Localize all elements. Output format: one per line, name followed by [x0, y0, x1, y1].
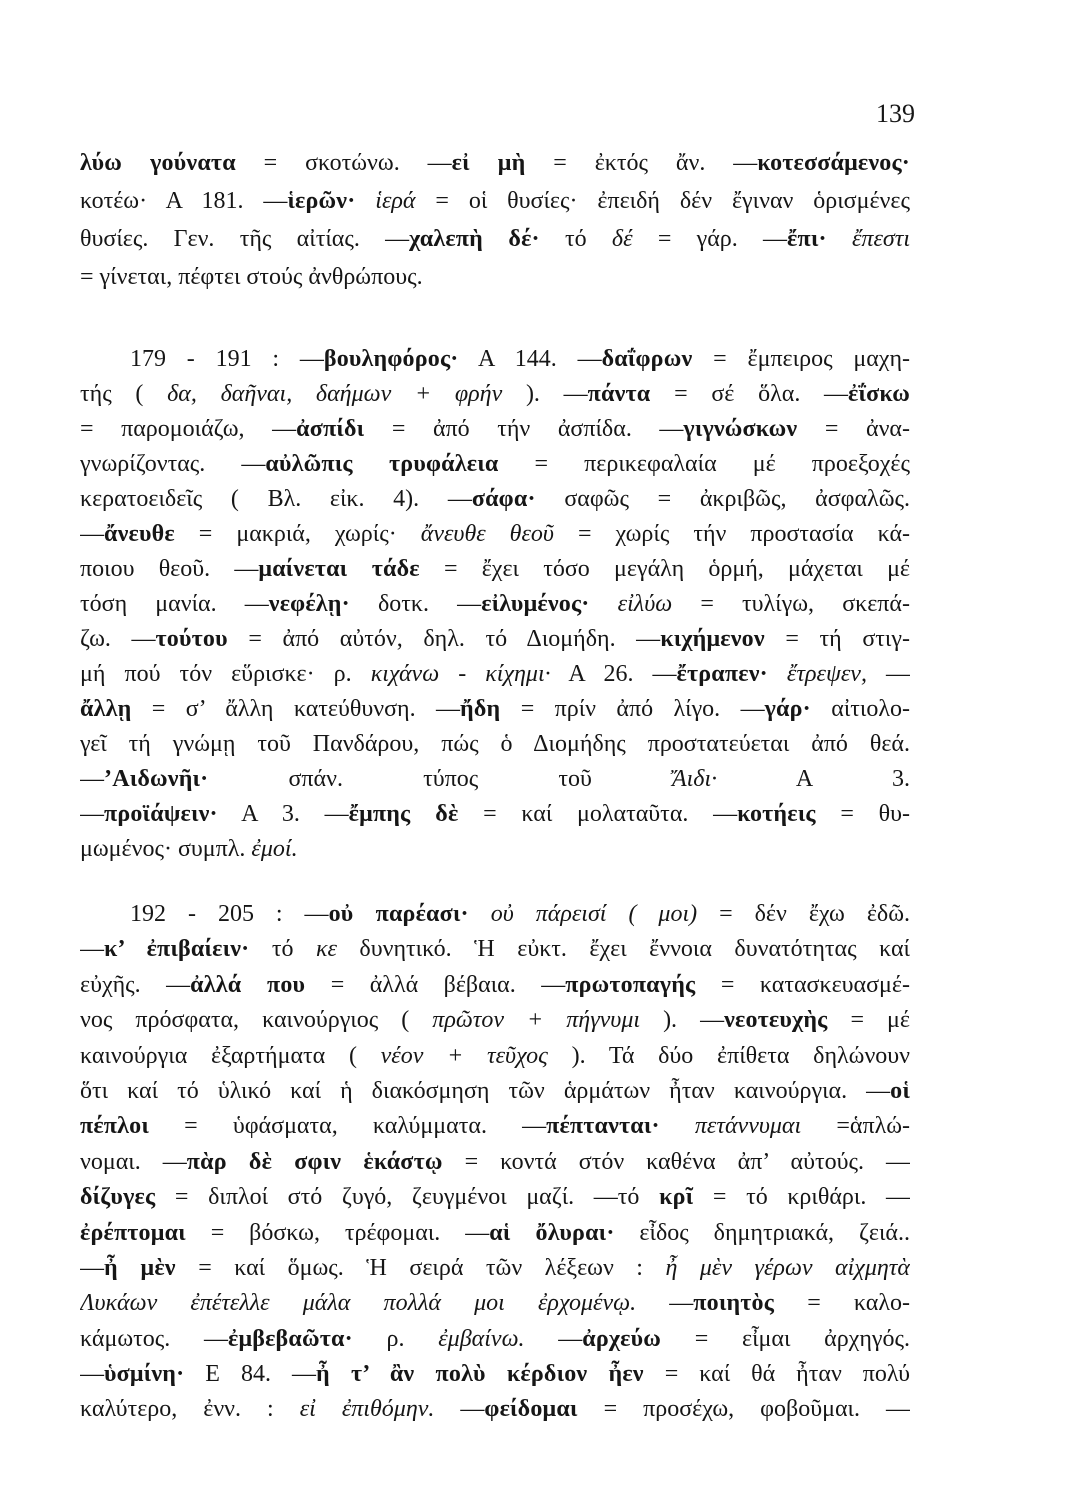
lemma-term: πέπτανται·: [546, 1113, 660, 1140]
gloss-text: γεῖ τή γνώμῃ τοῦ Πανδάρου, πώς ὁ Διομήδης προστατεύεται ἀπό θεά.: [80, 731, 910, 757]
lemma-term: ἤδη: [459, 696, 501, 722]
text-line: [80, 762, 910, 797]
gloss-text: Α 26. —: [550, 661, 677, 687]
paragraph: [80, 144, 910, 296]
text-line: [80, 144, 910, 182]
lemma-term: αὐλῶπις τρυφάλεια: [265, 451, 499, 477]
gloss-text: = τή στιγ-: [764, 626, 910, 652]
greek-citation: ἔτρεψεν,: [786, 661, 867, 687]
lemma-term: ἄνευθε: [104, 521, 175, 547]
gloss-text: Α 3. —: [217, 801, 349, 827]
lemma-term: γιγνώσκων: [683, 416, 798, 442]
text-line: [80, 1109, 910, 1144]
text-line: [80, 1180, 910, 1215]
gloss-text: = ὑφάσματα, καλύμματα. —: [148, 1113, 547, 1140]
gloss-text: = γίνεται, πέφτει στούς ἀνθρώπους.: [80, 264, 423, 290]
lemma-term: ἔπι·: [787, 226, 827, 252]
greek-citation: ἐμβαίνω.: [438, 1325, 525, 1352]
gloss-text: ). —: [502, 381, 588, 407]
lemma-term: ἀλλά που: [190, 971, 306, 998]
greek-citation: δέ: [611, 226, 633, 252]
greek-citation: ἐμοί.: [251, 836, 298, 862]
gloss-text: = ἔμπειρος μαχη-: [692, 346, 910, 372]
gloss-text: καινούργια ἐξαρτήματα (: [80, 1042, 381, 1069]
gloss-text: = κατασκευασμέ-: [695, 971, 910, 998]
gloss-text: = κοντά στόν καθένα ἀπ’ αὐτούς. —: [442, 1148, 910, 1175]
gloss-text: —: [434, 1396, 485, 1423]
lemma-term: ἄλλῃ: [80, 696, 132, 722]
text-line: [80, 258, 910, 296]
text-line: [80, 657, 910, 692]
text-line: [80, 968, 910, 1003]
lemma-term: κοτεσσάμενος·: [757, 150, 910, 176]
gloss-text: τό: [539, 226, 612, 252]
gloss-text: νομαι. —: [80, 1148, 187, 1175]
lemma-term: εἰλυμένος·: [481, 591, 590, 617]
text-line: [80, 377, 910, 412]
gloss-text: ζω. —: [80, 626, 156, 652]
greek-citation: πρῶτον + πήγνυμι: [432, 1007, 641, 1034]
greek-citation: ἱερά: [375, 188, 416, 214]
lemma-term: προϊάψειν·: [104, 801, 218, 827]
lemma-term: εἰ μὴ: [451, 150, 526, 176]
paragraph: [80, 897, 910, 1428]
text-line: [80, 692, 910, 727]
gloss-text: 192 - 205 : —: [130, 901, 329, 927]
gloss-text: = θυ-: [815, 801, 910, 827]
lemma-term: ὑσμίνη·: [104, 1361, 185, 1388]
text-line: [80, 1145, 910, 1180]
lemma-term: ποιητὸς: [693, 1290, 775, 1317]
gloss-text: —: [80, 936, 104, 963]
page-number: 139: [876, 99, 915, 128]
gloss-text: = πρίν ἀπό λίγο. —: [500, 696, 765, 722]
gloss-text: = γάρ. —: [632, 226, 788, 252]
greek-citation: κε: [315, 936, 337, 963]
gloss-text: =ἁπλώ-: [801, 1113, 910, 1140]
gloss-text: = χωρίς τήν προστασία κά-: [553, 521, 910, 547]
gloss-text: = μέ: [827, 1007, 910, 1034]
gloss-text: = καί θά ἦταν πολύ: [643, 1361, 910, 1388]
greek-citation: οὐ πάρεισί ( μοι): [490, 901, 698, 927]
gloss-text: κοτέω· Α 181. —: [80, 188, 288, 214]
gloss-text: νος πρόσφατα, καινούργιος (: [80, 1007, 433, 1034]
gloss-text: = ἐκτός ἄν. —: [525, 150, 758, 176]
text-line: [80, 517, 910, 552]
gloss-text: = εἶμαι ἀρχηγός.: [661, 1325, 910, 1352]
gloss-text: ). Τά δύο ἐπίθετα δηλώνουν: [547, 1042, 910, 1069]
gloss-text: τής (: [80, 381, 168, 407]
text-line: [80, 552, 910, 587]
lemma-term: πάντα: [587, 381, 651, 407]
greek-citation: Ἄιδι·: [671, 766, 718, 792]
text-line: [80, 1392, 910, 1427]
gloss-text: [590, 591, 618, 617]
lemma-term: γάρ·: [764, 696, 811, 722]
gloss-text: [768, 661, 787, 687]
greek-citation: εἰλύω: [617, 591, 673, 617]
gloss-text: ρ.: [352, 1325, 439, 1352]
text-line: [80, 220, 910, 258]
lemma-term: οἱ: [890, 1077, 910, 1104]
lemma-term: ἱερῶν·: [287, 188, 356, 214]
gloss-text: = ἀπό αὐτόν, δηλ. τό Διομήδη. —: [227, 626, 661, 652]
lemma-term: νεοτευχὴς: [724, 1007, 828, 1034]
gloss-text: σπάν. τύπος τοῦ: [208, 766, 672, 792]
text-line: [80, 342, 910, 377]
lemma-term: ἐμβεβαῶτα·: [227, 1325, 353, 1352]
gloss-text: σαφῶς = ἀκριβῶς, ἀσφαλῶς.: [535, 486, 910, 512]
lemma-term: σάφα·: [471, 486, 536, 512]
gloss-text: = προσέχω, φοβοῦμαι. —: [577, 1396, 910, 1423]
gloss-text: = σέ ὅλα. —: [650, 381, 849, 407]
gloss-text: γνωρίζοντας. —: [80, 451, 266, 477]
gloss-text: —: [80, 766, 104, 792]
text-line: [80, 932, 910, 967]
greek-citation: ἄνευθε θεοῦ: [420, 521, 554, 547]
gloss-text: τό: [249, 936, 316, 963]
lemma-term: ἐρέπτομαι: [80, 1219, 186, 1246]
greek-citation: ἔπεστι: [851, 226, 910, 252]
text-line: [80, 1251, 910, 1286]
gloss-text: [660, 1113, 695, 1139]
lemma-term: ’Αιδωνῆι·: [104, 766, 209, 792]
gloss-text: —: [80, 1254, 104, 1281]
gloss-text: [469, 901, 491, 927]
text-line: [80, 1039, 910, 1074]
gloss-text: = δέν ἔχω ἐδῶ.: [697, 901, 910, 927]
text-line: [80, 832, 910, 867]
gloss-text: —: [80, 521, 104, 547]
lemma-term: δαΐφρων: [601, 346, 693, 372]
lemma-term: νεφέλῃ·: [268, 591, 350, 617]
lemma-term: κρῖ: [659, 1184, 694, 1211]
text-line: [80, 447, 910, 482]
text-line: [80, 182, 910, 220]
text-line: [80, 1286, 910, 1321]
gloss-text: = ἀπό τήν ἀσπίδα. —: [364, 416, 684, 442]
gloss-text: δοτκ. —: [349, 591, 482, 617]
lemma-term: κ’ ἐπιβαίειν·: [104, 936, 250, 963]
text-line: [80, 622, 910, 657]
gloss-text: = ἔχει τόσο μεγάλη ὁρμή, μάχεται μέ: [419, 556, 910, 582]
text-line: [80, 1074, 910, 1109]
lemma-term: οὐ παρέασι·: [328, 901, 469, 927]
lemma-term: ἦ μὲν: [104, 1254, 176, 1281]
lemma-term: πρωτοπαγής: [565, 971, 696, 998]
lemma-term: ἀρχεύω: [582, 1325, 662, 1352]
gloss-text: = καί μολαταῦτα. —: [458, 801, 738, 827]
lemma-term: ἔτραπεν·: [676, 661, 768, 687]
text-line: [80, 797, 910, 832]
gloss-text: = σ’ ἄλλη κατεύθυνση. —: [131, 696, 460, 722]
gloss-text: = καλο-: [774, 1290, 910, 1317]
gloss-text: [827, 226, 852, 252]
gloss-text: —: [636, 1290, 694, 1317]
gloss-text: = ἀνα-: [797, 416, 910, 442]
gloss-text: = τό κριθάρι. —: [693, 1184, 910, 1211]
gloss-text: = παρομοιάζω, —: [80, 416, 297, 442]
text-line: [80, 587, 910, 622]
text-line: [80, 1357, 910, 1392]
lemma-term: ἔμπης δὲ: [348, 801, 459, 827]
lemma-term: ἀσπίδι: [296, 416, 365, 442]
lemma-term: αἱ ὄλυραι·: [489, 1219, 615, 1246]
gloss-text: καλύτερο, ἐνν. :: [80, 1396, 300, 1423]
gloss-text: = διπλοί στό ζυγό, ζευγμένοι μαζί. —τό: [155, 1184, 660, 1211]
lemma-term: τούτου: [155, 626, 228, 652]
greek-citation: κιχάνω - κίχημι·: [370, 661, 551, 687]
gloss-text: τόση μανία. —: [80, 591, 269, 617]
gloss-text: —: [524, 1325, 583, 1352]
gloss-text: = τυλίγω, σκεπά-: [672, 591, 910, 617]
gloss-text: [355, 188, 375, 214]
text-line: [80, 482, 910, 517]
greek-citation: εἰ ἐπιθόμην.: [299, 1396, 435, 1423]
lemma-term: βουληφόρος·: [323, 346, 459, 372]
gloss-text: = καί ὅμως. Ἡ σειρά τῶν λέξεων :: [175, 1254, 666, 1281]
gloss-text: = σκοτώνω. —: [235, 150, 452, 176]
greek-citation: δα, δαῆναι, δαήμων + φρήν: [167, 381, 503, 407]
gloss-text: ). —: [640, 1007, 725, 1034]
gloss-text: —: [80, 801, 104, 827]
text-line: [80, 1003, 910, 1038]
greek-citation: πετάννυμαι: [694, 1113, 802, 1140]
gloss-text: 179 - 191 : —: [130, 346, 324, 372]
text-line: [80, 412, 910, 447]
lemma-term: πὰρ δὲ σφιν ἑκάστῳ: [186, 1148, 443, 1175]
gloss-text: = βόσκω, τρέφομαι. —: [185, 1219, 490, 1246]
gloss-text: μωμένος· συμπλ.: [80, 836, 252, 862]
gloss-text: μή πού τόν εὕρισκε· ρ.: [80, 661, 371, 687]
greek-citation: ἦ μὲν γέρων αἰχμητὰ: [665, 1254, 910, 1281]
gloss-text: δυνητικό. Ἡ εὐκτ. ἔχει ἔννοια δυνατότητας καί: [336, 936, 910, 963]
gloss-text: εἶδος δημητριακά, ζειά..: [614, 1219, 910, 1246]
lemma-term: κιχήμενον: [660, 626, 765, 652]
lemma-term: μαίνεται τάδε: [258, 556, 420, 582]
gloss-text: —: [80, 1361, 104, 1388]
lemma-term: λύω γούνατα: [80, 150, 236, 176]
gloss-text: = μακριά, χωρίς·: [174, 521, 421, 547]
text-line: [80, 1322, 910, 1357]
text-line: [80, 897, 910, 932]
gloss-text: = περικεφαλαία μέ προεξοχές: [498, 451, 910, 477]
lemma-term: δίζυγες: [80, 1184, 156, 1211]
gloss-text: Α 3.: [717, 766, 910, 792]
lemma-term: πέπλοι: [80, 1113, 149, 1140]
lemma-term: ἦ τ’ ἂν πολὺ κέρδιον ἦεν: [315, 1361, 644, 1388]
greek-citation: νέον + τεῦχος: [380, 1042, 548, 1069]
text-line: [80, 1216, 910, 1251]
paragraph: [80, 342, 910, 867]
lemma-term: φείδομαι: [484, 1396, 578, 1423]
lemma-term: χαλεπὴ δέ·: [409, 226, 540, 252]
gloss-text: Α 144. —: [458, 346, 602, 372]
gloss-text: αἰτιολο-: [810, 696, 910, 722]
lemma-term: κοτήεις: [737, 801, 816, 827]
gloss-text: θυσίες. Γεν. τῆς αἰτίας. —: [80, 226, 410, 252]
gloss-text: Ε 84. —: [184, 1361, 316, 1388]
gloss-text: κάμωτος. —: [80, 1325, 228, 1352]
greek-citation: Λυκάων ἐπέτελλε μάλα πολλά μοι ἐρχομένῳ.: [80, 1290, 637, 1317]
gloss-text: = οἱ θυσίες· ἐπειδή δέν ἔγιναν ὁρισμένες: [415, 188, 910, 214]
gloss-text: = ἀλλά βέβαια. —: [305, 971, 566, 998]
gloss-text: ὅτι καί τό ὑλικό καί ἡ διακόσμηση τῶν ἁρμάτων ἦταν καινούργια. —: [80, 1077, 891, 1104]
text-line: [80, 727, 910, 762]
lemma-term: ἐΐσκω: [848, 381, 910, 407]
gloss-text: εὐχῆς. —: [80, 971, 191, 998]
gloss-text: κερατοειδεῖς ( Βλ. εἰκ. 4). —: [80, 486, 472, 512]
gloss-text: —: [866, 661, 910, 687]
gloss-text: ποιου θεοῦ. —: [80, 556, 259, 582]
